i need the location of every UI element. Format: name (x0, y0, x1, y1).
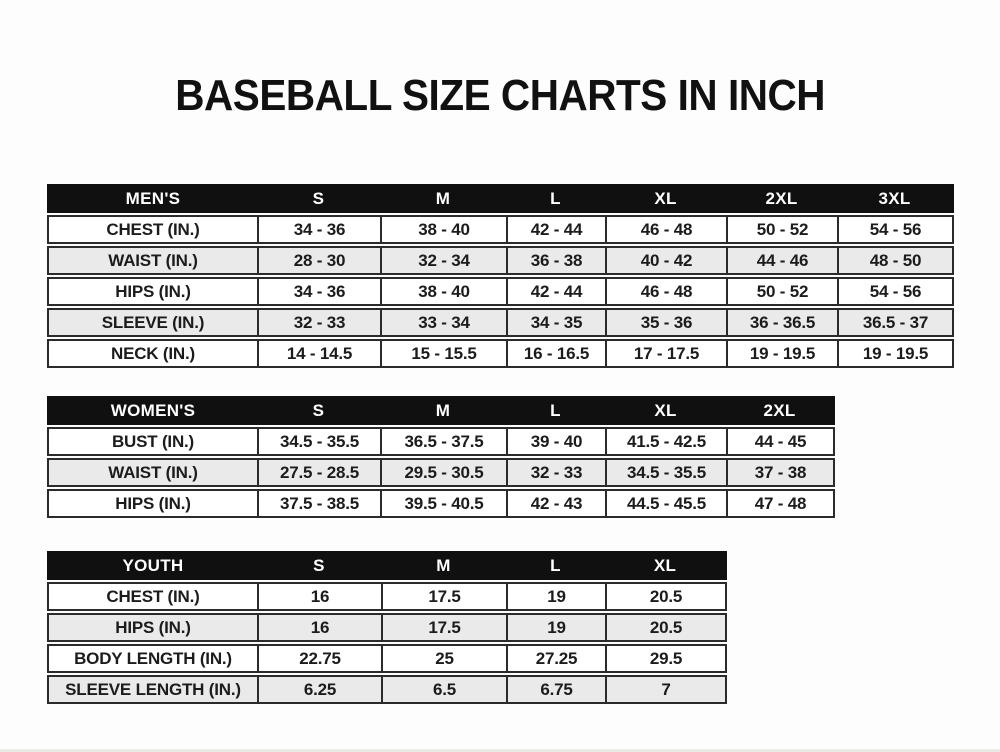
table-row (47, 308, 954, 337)
size-value-cell: 46 - 48 (605, 279, 726, 304)
table-row (47, 644, 727, 673)
size-value-cell: 19 - 19.5 (837, 341, 952, 366)
row-label: HIPS (IN.) (115, 282, 191, 301)
size-value-cell: 39 - 40 (506, 429, 605, 454)
title-bar (0, 0, 1000, 118)
size-header-cell: XL (653, 556, 677, 575)
size-value-cell: 34.5 - 35.5 (605, 460, 726, 485)
size-value-cell: 6.5 (381, 677, 506, 702)
womens-header-row (47, 396, 835, 425)
size-value-cell: 36.5 - 37 (837, 310, 952, 335)
size-value-cell: 15 - 15.5 (380, 341, 506, 366)
row-label: WAIST (IN.) (108, 251, 198, 270)
size-value-cell: 35 - 36 (605, 310, 726, 335)
womens-table-title: WOMEN'S (110, 401, 196, 420)
row-label: CHEST (IN.) (106, 587, 200, 606)
size-value-cell: 28 - 30 (257, 248, 380, 273)
size-value-cell: 29.5 (605, 646, 725, 671)
row-label: HIPS (IN.) (115, 494, 191, 513)
size-value-cell: 42 - 43 (506, 491, 605, 516)
table-row (47, 427, 835, 456)
size-value-cell: 33 - 34 (380, 310, 506, 335)
size-value-cell: 39.5 - 40.5 (380, 491, 506, 516)
row-label: HIPS (IN.) (115, 618, 191, 637)
table-row (47, 215, 954, 244)
table-row (47, 613, 727, 642)
table-row (47, 582, 727, 611)
size-value-cell: 36 - 38 (506, 248, 605, 273)
size-value-cell: 44.5 - 45.5 (605, 491, 726, 516)
size-value-cell: 42 - 44 (506, 279, 605, 304)
size-value-cell: 16 (257, 584, 381, 609)
size-value-cell: 44 - 46 (726, 248, 837, 273)
size-header-cell: 2XL (763, 401, 796, 420)
size-value-cell: 7 (605, 677, 725, 702)
mens-size-table (47, 184, 1000, 368)
womens-size-table (47, 396, 1000, 518)
table-row (47, 675, 727, 704)
size-header-cell: XL (654, 189, 677, 208)
row-label: CHEST (IN.) (106, 220, 200, 239)
size-value-cell: 38 - 40 (380, 279, 506, 304)
size-value-cell: 16 - 16.5 (506, 341, 605, 366)
row-label: NECK (IN.) (111, 344, 195, 363)
size-header-cell: M (436, 556, 451, 575)
size-value-cell: 17.5 (381, 615, 506, 640)
size-header-cell: M (435, 401, 451, 420)
size-value-cell: 38 - 40 (380, 217, 506, 242)
size-value-cell: 6.25 (257, 677, 381, 702)
size-value-cell: 54 - 56 (837, 279, 952, 304)
size-value-cell: 17 - 17.5 (605, 341, 726, 366)
size-value-cell: 29.5 - 30.5 (380, 460, 506, 485)
size-header-cell: 3XL (878, 189, 911, 208)
size-header-cell: L (550, 189, 561, 208)
size-value-cell: 19 (506, 584, 605, 609)
size-header-cell: L (550, 556, 561, 575)
size-value-cell: 19 (506, 615, 605, 640)
size-value-cell: 50 - 52 (726, 279, 837, 304)
size-value-cell: 27.5 - 28.5 (257, 460, 380, 485)
size-value-cell: 37 - 38 (726, 460, 833, 485)
size-value-cell: 6.75 (506, 677, 605, 702)
row-label: SLEEVE LENGTH (IN.) (65, 680, 241, 699)
table-row (47, 339, 954, 368)
size-value-cell: 48 - 50 (837, 248, 952, 273)
size-header-cell: S (313, 556, 325, 575)
size-value-cell: 20.5 (605, 615, 725, 640)
size-header-cell: S (312, 189, 325, 208)
size-value-cell: 34 - 36 (257, 217, 380, 242)
table-row (47, 277, 954, 306)
row-label: BUST (IN.) (111, 432, 195, 451)
size-value-cell: 32 - 33 (257, 310, 380, 335)
size-value-cell: 42 - 44 (506, 217, 605, 242)
size-value-cell: 19 - 19.5 (726, 341, 837, 366)
size-value-cell: 32 - 33 (506, 460, 605, 485)
row-label: SLEEVE (IN.) (101, 313, 205, 332)
size-value-cell: 17.5 (381, 584, 506, 609)
size-value-cell: 46 - 48 (605, 217, 726, 242)
size-value-cell: 47 - 48 (726, 491, 833, 516)
size-header-cell: L (550, 401, 561, 420)
size-value-cell: 54 - 56 (837, 217, 952, 242)
size-value-cell: 20.5 (605, 584, 725, 609)
size-value-cell: 34.5 - 35.5 (257, 429, 380, 454)
size-value-cell: 41.5 - 42.5 (605, 429, 726, 454)
size-value-cell: 14 - 14.5 (257, 341, 380, 366)
size-header-cell: M (435, 189, 451, 208)
size-value-cell: 40 - 42 (605, 248, 726, 273)
size-value-cell: 50 - 52 (726, 217, 837, 242)
mens-table-title: MEN'S (125, 189, 181, 208)
mens-header-row (47, 184, 954, 213)
youth-table-title: YOUTH (122, 556, 184, 575)
size-value-cell: 16 (257, 615, 381, 640)
table-row (47, 458, 835, 487)
size-header-cell: XL (654, 401, 677, 420)
size-header-cell: 2XL (765, 189, 798, 208)
size-value-cell: 34 - 35 (506, 310, 605, 335)
size-value-cell: 32 - 34 (380, 248, 506, 273)
row-label: WAIST (IN.) (108, 463, 198, 482)
size-header-cell: S (312, 401, 325, 420)
row-label: BODY LENGTH (IN.) (74, 649, 232, 668)
size-value-cell: 25 (381, 646, 506, 671)
table-row (47, 489, 835, 518)
size-value-cell: 36.5 - 37.5 (380, 429, 506, 454)
youth-size-table (47, 551, 1000, 704)
youth-header-row (47, 551, 727, 580)
size-value-cell: 36 - 36.5 (726, 310, 837, 335)
size-value-cell: 44 - 45 (726, 429, 833, 454)
table-row (47, 246, 954, 275)
size-value-cell: 37.5 - 38.5 (257, 491, 380, 516)
size-value-cell: 27.25 (506, 646, 605, 671)
size-value-cell: 34 - 36 (257, 279, 380, 304)
size-value-cell: 22.75 (257, 646, 381, 671)
page-title: BASEBALL SIZE CHARTS IN INCH (175, 71, 825, 120)
